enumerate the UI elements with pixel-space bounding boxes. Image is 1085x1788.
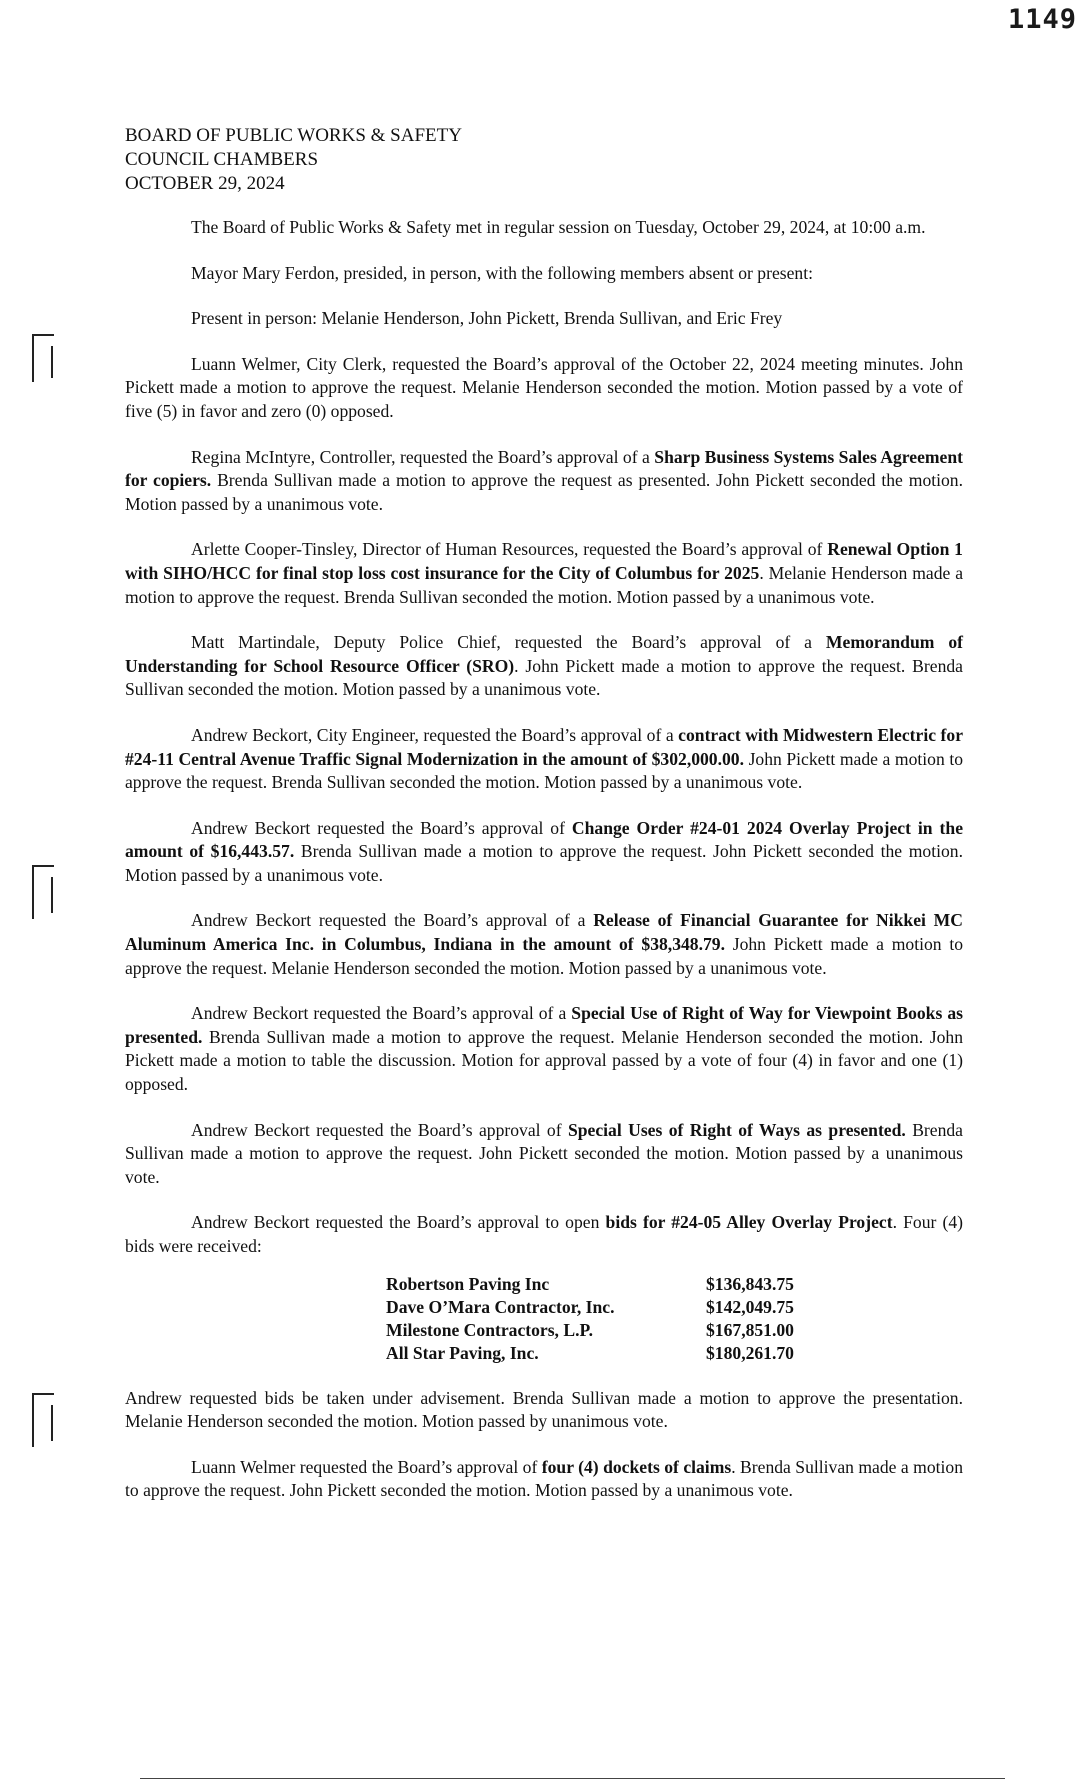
table-row [386,1273,846,1296]
bidder-name: Milestone Contractors, L.P. [386,1319,594,1340]
bid-amount: $142,049.75 [706,1296,794,1317]
attendance-paragraph: Present in person: Melanie Henderson, John Pickett, Brenda Sullivan, and Eric Frey [191,308,783,329]
bid-amount: $167,851.00 [706,1319,794,1340]
page-number: 1149 [1007,4,1077,35]
minutes-body [125,216,963,1525]
copier-agreement-paragraph: Regina McIntyre, Controller, requested the Board’s approval of a Sharp Business Systems Sales Agreement for copiers. Brenda Sullivan made a motion to approve the request as presented. John Pickett seconded the motion. Motion passed by a unanimous vote. [125,446,964,514]
table-row [386,1319,846,1342]
bidder-name: All Star Paving, Inc. [386,1342,539,1363]
bid-amount: $180,261.70 [706,1342,794,1363]
traffic-signal-contract-paragraph: Andrew Beckort, City Engineer, requested the Board’s approval of a contract with Midwestern Electric for #24-11 Central Avenue Traffic Signal Modernization in the amount of $302,000.00. John Pickett made a motion to approve the request. Brenda Sullivan seconded the motion. Motion passed by a unanimous vote. [125,724,963,793]
presiding-paragraph: Mayor Mary Ferdon, presided, in person, with the following members absent or present: [191,262,814,283]
bidder-name: Robertson Paving Inc [386,1273,550,1294]
binding-mark [32,865,54,919]
table-row [386,1342,846,1365]
bidder-name: Dave O’Mara Contractor, Inc. [386,1296,615,1317]
header-board-name: BOARD OF PUBLIC WORKS & SAFETY [125,125,462,146]
right-of-ways-paragraph: Andrew Beckort requested the Board’s approval of Special Uses of Right of Ways as presented. Brenda Sullivan made a motion to approve the request. John Pickett seconded the motion. Motion passed by a unanimous vote. [125,1119,963,1187]
viewpoint-books-paragraph: Andrew Beckort requested the Board’s approval of a Special Use of Right of Way for Viewpoint Books as presented. Brenda Sullivan made a motion to approve the request. Melanie Henderson seconded the motion. John Pickett made a motion to table the discussion. Motion for approval passed by a vote of four (4) in favor and one (1) opposed. [125,1003,963,1095]
change-order-paragraph: Andrew Beckort requested the Board’s approval of Change Order #24-01 2024 Overlay Project in the amount of $16,443.57. Brenda Sullivan made a motion to approve the request. John Pickett seconded the motion. Motion passed by a unanimous vote. [125,817,963,885]
bottom-rule [140,1778,1005,1779]
document-header [125,124,462,196]
financial-guarantee-paragraph: Andrew Beckort requested the Board’s approval of a Release of Financial Guarantee for Nikkei MC Aluminum America Inc. in Columbus, Indiana in the amount of $38,348.79. John Pickett made a motion to approve the request. Melanie Henderson seconded the motion. Motion passed by a unanimous vote. [125,910,964,978]
header-location: COUNCIL CHAMBERS [125,149,319,170]
table-row [386,1296,846,1319]
bids-table [386,1273,846,1365]
sro-memorandum-paragraph: Matt Martindale, Deputy Police Chief, requested the Board’s approval of a Memorandum of Understanding for School Resource Officer (SRO). John Pickett made a motion to approve the request. Brenda Sullivan seconded the motion. Motion passed by a unanimous vote. [125,632,963,700]
insurance-renewal-paragraph: Arlette Cooper-Tinsley, Director of Human Resources, requested the Board’s approval of Renewal Option 1 with SIHO/HCC for final stop loss cost insurance for the City of Columbus for 2025. Melanie Henderson made a motion to approve the request. Brenda Sullivan seconded the motion. Motion passed by a unanimous vote. [125,539,964,607]
bid-opening-paragraph: Andrew Beckort requested the Board’s approval to open bids for #24-05 Alley Overlay Project. Four (4) bids were received: [125,1212,963,1256]
minutes-approval-paragraph: Luann Welmer, City Clerk, requested the Board’s approval of the October 22, 2024 meeting minutes. John Pickett made a motion to approve the request. Melanie Henderson seconded the motion. Motion passed by a vote of five (5) in favor and zero (0) opposed. [125,353,963,421]
session-paragraph: The Board of Public Works & Safety met in regular session on Tuesday, October 29, 2024, at 10:00 a.m. [191,217,926,237]
claims-dockets-paragraph: Luann Welmer requested the Board’s approval of four (4) dockets of claims. Brenda Sullivan made a motion to approve the request. John Pickett seconded the motion. Motion passed by a unanimous vote. [125,1456,963,1501]
bid-amount: $136,843.75 [706,1273,794,1294]
header-date: OCTOBER 29, 2024 [125,173,285,194]
binding-mark [32,334,54,382]
advisement-paragraph: Andrew requested bids be taken under advisement. Brenda Sullivan made a motion to approve the presentation. Melanie Henderson seconded the motion. Motion passed by unanimous vote. [125,1387,963,1432]
binding-mark [32,1393,54,1447]
